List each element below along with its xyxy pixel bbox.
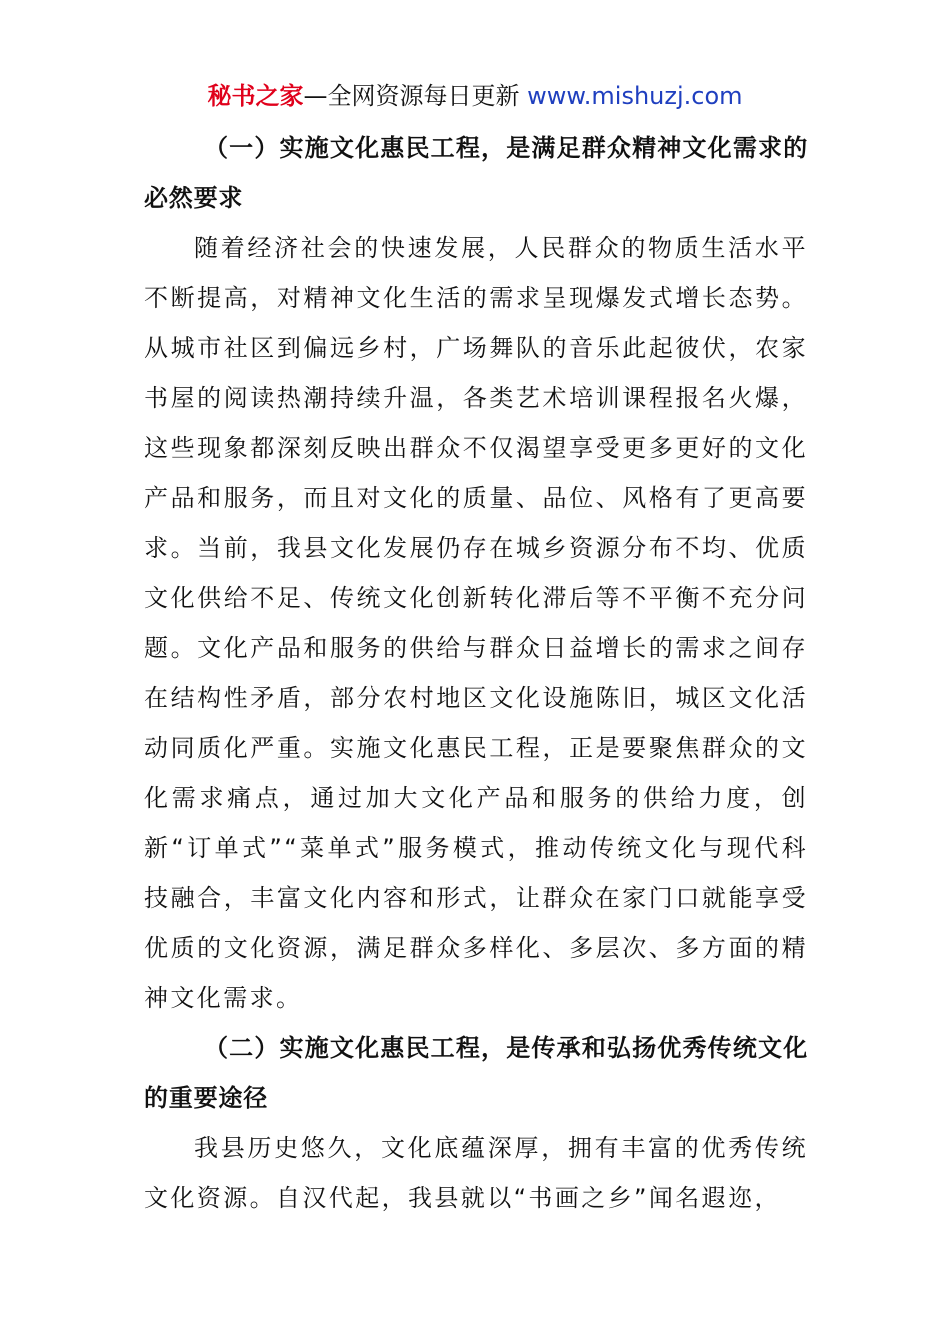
section-1-heading: （一）实施文化惠民工程，是满足群众精神文化需求的必然要求 — [144, 134, 808, 212]
section-2-heading: （二）实施文化惠民工程，是传承和弘扬优秀传统文化的重要途径 — [144, 1034, 808, 1112]
site-url-link[interactable]: www.mishuzj.com — [527, 82, 743, 110]
section-2-paragraph: 我县历史悠久，文化底蕴深厚，拥有丰富的优秀传统文化资源。自汉代起，我县就以“书画之乡”闻名遐迩， — [144, 1134, 808, 1212]
brand-name: 秘书之家 — [207, 82, 304, 110]
page-header — [0, 76, 950, 116]
header-tagline: —全网资源每日更新 — [303, 82, 520, 110]
section-1-paragraph: 随着经济社会的快速发展，人民群众的物质生活水平不断提高，对精神文化生活的需求呈现爆发式增长态势。从城市社区到偏远乡村，广场舞队的音乐此起彼伏，农家书屋的阅读热潮持续升温，各类艺术培训课程报名火爆，这些现象都深刻反映出群众不仅渴望享受更多更好的文化产品和服务，而且对文化的质量、品位、风格有了更高要求。当前，我县文化发展仍存在城乡资源分布不均、优质文化供给不足、传统文化创新转化滞后等不平衡不充分问题。文化产品和服务的供给与群众日益增长的需求之间存在结构性矛盾，部分农村地区文化设施陈旧，城区文化活动同质化严重。实施文化惠民工程，正是要聚焦群众的文化需求痛点，通过加大文化产品和服务的供给力度，创新“订单式”“菜单式”服务模式，推动传统文化与现代科技融合，丰富文化内容和形式，让群众在家门口就能享受优质的文化资源，满足群众多样化、多层次、多方面的精神文化需求。 — [144, 234, 808, 1012]
document-body — [144, 123, 808, 1223]
